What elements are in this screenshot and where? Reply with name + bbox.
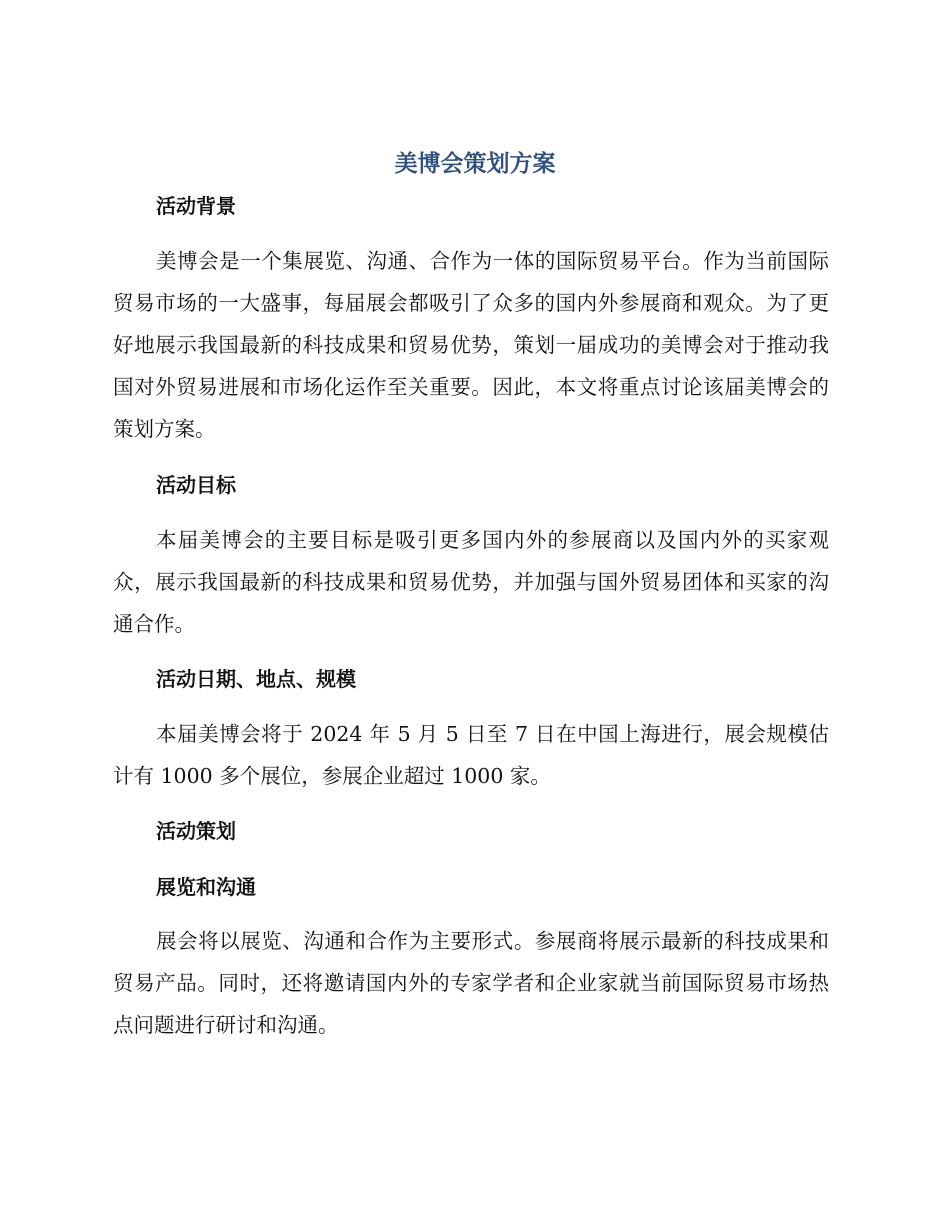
section-heading-date-location-scale: 活动日期、地点、规模 <box>156 667 356 691</box>
section-heading-goals: 活动目标 <box>156 473 236 497</box>
section-paragraph-exhibition-communication: 展会将以展览、沟通和合作为主要形式。参展商将展示最新的科技成果和贸易产品。同时，还将邀请国内外的专家学者和企业家就当前国际贸易市场热点问题进行研讨和沟通。 <box>113 929 829 1037</box>
section-paragraph-background: 美博会是一个集展览、沟通、合作为一体的国际贸易平台。作为当前国际贸易市场的一大盛事，每届展会都吸引了众多的国内外参展商和观众。为了更好地展示我国最新的科技成果和贸易优势，策划一届成功的美博会对于推动我国对外贸易进展和市场化运作至关重要。因此，本文将重点讨论该届美博会的策划方案。 <box>113 249 829 441</box>
section-heading-planning: 活动策划 <box>156 819 236 843</box>
section-paragraph-goals: 本届美博会的主要目标是吸引更多国内外的参展商以及国内外的买家观众，展示我国最新的科技成果和贸易优势，并加强与国外贸易团体和买家的沟通合作。 <box>113 528 829 636</box>
section-paragraph-date-location-scale: 本届美博会将于 2024 年 5 月 5 日至 7 日在中国上海进行，展会规模估计有 1000 多个展位，参展企业超过 1000 家。 <box>113 722 829 788</box>
section-heading-background: 活动背景 <box>156 194 236 218</box>
document-title: 美博会策划方案 <box>394 151 556 177</box>
section-heading-exhibition-communication: 展览和沟通 <box>156 875 256 899</box>
